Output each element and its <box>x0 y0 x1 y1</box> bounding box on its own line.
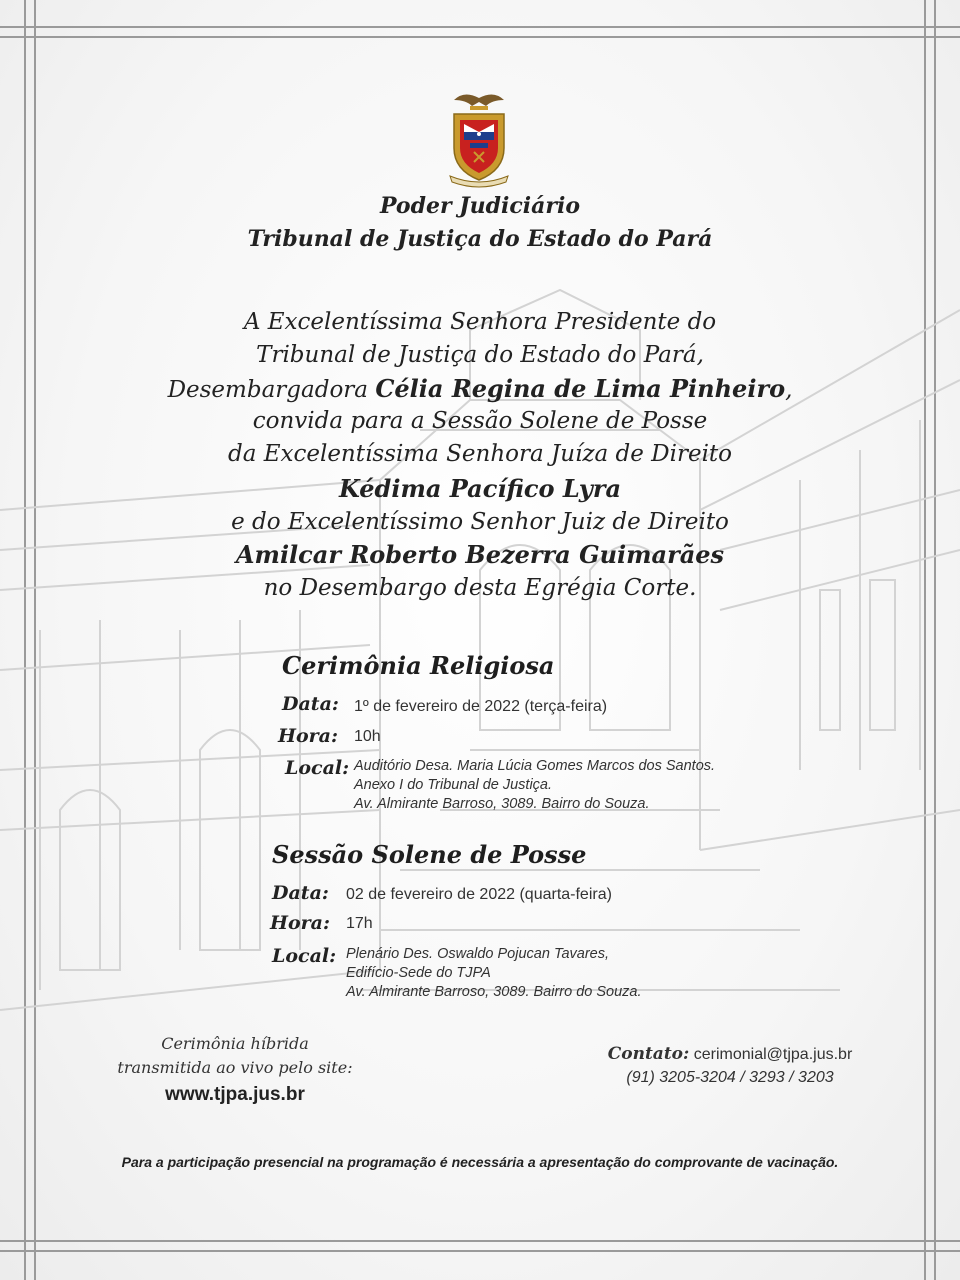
honoree-name-2: Amilcar Roberto Bezerra Guimarães <box>235 540 725 569</box>
invitation-line-9: no Desembargo desta Egrégia Corte. <box>263 575 697 601</box>
honoree-name-1: Kédima Pacífico Lyra <box>338 474 622 503</box>
posse-local-line-3: Av. Almirante Barroso, 3089. Bairro do Souza. <box>346 984 642 1000</box>
religiosa-local-line-2: Anexo I do Tribunal de Justiça. <box>354 777 553 793</box>
invitation-line-3-prefix: Desembargadora <box>167 377 376 403</box>
posse-data-label: Data: <box>272 882 329 904</box>
section-title-posse: Sessão Solene de Posse <box>272 840 587 869</box>
coat-of-arms-logo <box>440 88 518 188</box>
frame-line-top-2 <box>0 36 960 38</box>
religiosa-hora-value: 10h <box>354 728 381 745</box>
contact-email[interactable]: cerimonial@tjpa.jus.br <box>693 1046 853 1063</box>
invitation-line-4: convida para a Sessão Solene de Posse <box>252 408 708 434</box>
religiosa-local-line-1: Auditório Desa. Maria Lúcia Gomes Marcos dos Santos. <box>354 758 716 774</box>
frame-line-bottom-2 <box>0 1250 960 1252</box>
posse-data-value: 02 de fevereiro de 2022 (quarta-feira) <box>346 886 612 903</box>
hybrid-ceremony-info <box>100 1032 370 1106</box>
frame-line-bottom-1 <box>0 1240 960 1242</box>
president-name: Célia Regina de Lima Pinheiro <box>375 374 786 403</box>
posse-local-line-2: Edifício-Sede do TJPA <box>346 965 491 981</box>
invitation-line-3 <box>0 372 960 407</box>
posse-local-line-1: Plenário Des. Oswaldo Pojucan Tavares, <box>346 946 610 962</box>
invitation-line-3-suffix: , <box>785 377 793 403</box>
religiosa-data-value: 1º de fevereiro de 2022 (terça-feira) <box>354 698 608 715</box>
website-link[interactable]: www.tjpa.jus.br <box>165 1084 305 1105</box>
header-tribunal-name: Tribunal de Justiça do Estado do Pará <box>247 226 713 252</box>
invitation-line-7: e do Excelentíssimo Senhor Juiz de Direito <box>231 509 729 535</box>
contact-line <box>580 1044 880 1064</box>
posse-hora-value: 17h <box>346 915 373 932</box>
frame-line-top-1 <box>0 26 960 28</box>
header-poder-judiciario: Poder Judiciário <box>379 193 581 219</box>
invitation-line-2: Tribunal de Justiça do Estado do Pará, <box>256 342 704 368</box>
religiosa-local-value <box>354 757 715 814</box>
posse-local-value <box>346 945 642 1002</box>
vaccination-notice: Para a participação presencial na programação é necessária a apresentação do comprovante de vacinação. <box>121 1154 839 1170</box>
section-title-religiosa: Cerimônia Religiosa <box>282 651 555 680</box>
hybrid-line-1: Cerimônia híbrida <box>161 1034 309 1053</box>
posse-hora-label: Hora: <box>270 912 330 934</box>
hybrid-line-2: transmitida ao vivo pelo site: <box>117 1058 353 1077</box>
invitation-line-5: da Excelentíssima Senhora Juíza de Direito <box>227 441 733 467</box>
religiosa-hora-label: Hora: <box>278 725 338 747</box>
posse-local-label: Local: <box>272 945 337 967</box>
religiosa-local-line-3: Av. Almirante Barroso, 3089. Bairro do Souza. <box>354 796 650 812</box>
religiosa-data-label: Data: <box>282 693 339 715</box>
contact-info <box>580 1044 880 1087</box>
contact-label: Contato: <box>607 1044 690 1064</box>
contact-phone: (91) 3205-3204 / 3293 / 3203 <box>626 1069 834 1086</box>
religiosa-local-label: Local: <box>285 757 350 779</box>
invitation-line-1: A Excelentíssima Senhora Presidente do <box>243 309 717 335</box>
